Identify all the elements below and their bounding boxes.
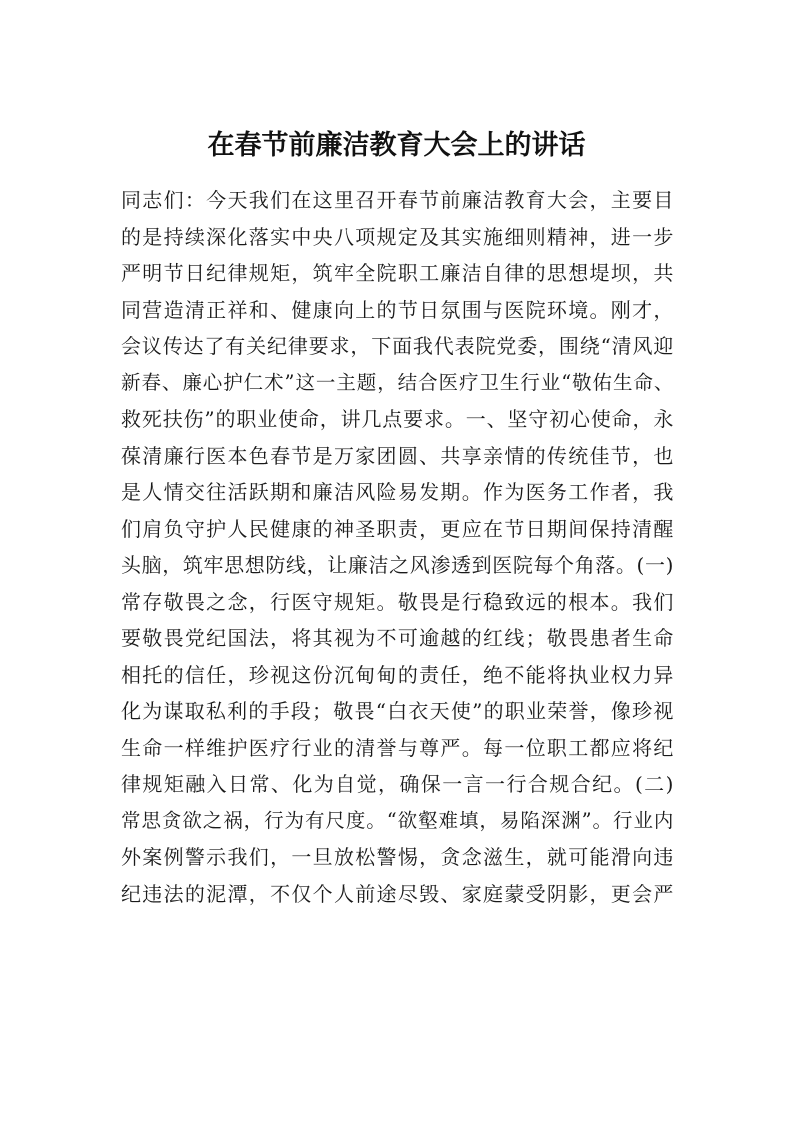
paragraph-line: 的是持续深化落实中央八项规定及其实施细则精神，进一步	[121, 224, 674, 249]
paragraph-line: 常存敬畏之念，行医守规矩。敬畏是行稳致远的根本。我们	[121, 589, 674, 614]
paragraph-line: 葆清廉行医本色春节是万家团圆、共享亲情的传统佳节，也	[121, 443, 674, 468]
paragraph-line: 会议传达了有关纪律要求，下面我代表院党委，围绕“清风迎	[121, 334, 674, 358]
paragraph-line: 救死扶伤”的职业使命，讲几点要求。一、坚守初心使命，永	[121, 407, 674, 431]
paragraph-line: 要敬畏党纪国法，将其视为不可逾越的红线；敬畏患者生命	[121, 626, 674, 650]
page-title: 在春节前廉洁教育大会上的讲话	[207, 130, 586, 161]
paragraph-line: 外案例警示我们，一旦放松警惕，贪念滋生，就可能滑向违	[121, 845, 674, 869]
paragraph-line: 同志们：今天我们在这里召开春节前廉洁教育大会，主要目	[121, 188, 674, 212]
paragraph-line: 是人情交往活跃期和廉洁风险易发期。作为医务工作者，我	[121, 480, 674, 504]
paragraph-line: 纪违法的泥潭，不仅个人前途尽毁、家庭蒙受阴影，更会严	[121, 881, 674, 906]
paragraph-line: 们肩负守护人民健康的神圣职责，更应在节日期间保持清醒	[121, 516, 674, 541]
paragraph-line: 严明节日纪律规矩，筑牢全院职工廉洁自律的思想堤坝，共	[121, 261, 674, 285]
paragraph-line: 律规矩融入日常、化为自觉，确保一言一行合规合纪。(二)	[121, 772, 674, 796]
paragraph-line: 常思贪欲之祸，行为有尺度。“欲壑难填，易陷深渊”。行业内	[121, 808, 674, 832]
paragraph-line: 新春、廉心护仁术”这一主题，结合医疗卫生行业“敬佑生命、	[121, 370, 674, 394]
paragraph-line: 头脑，筑牢思想防线，让廉洁之风渗透到医院每个角落。(一)	[121, 553, 674, 577]
paragraph-line: 生命一样维护医疗行业的清誉与尊严。每一位职工都应将纪	[121, 735, 674, 760]
paragraph-line: 化为谋取私利的手段；敬畏“白衣天使”的职业荣誉，像珍视	[121, 699, 674, 723]
speech-body	[121, 182, 674, 912]
paragraph-line: 相托的信任，珍视这份沉甸甸的责任，绝不能将执业权力异	[121, 662, 674, 687]
paragraph-line: 同营造清正祥和、健康向上的节日氛围与医院环境。刚才，	[121, 297, 674, 322]
